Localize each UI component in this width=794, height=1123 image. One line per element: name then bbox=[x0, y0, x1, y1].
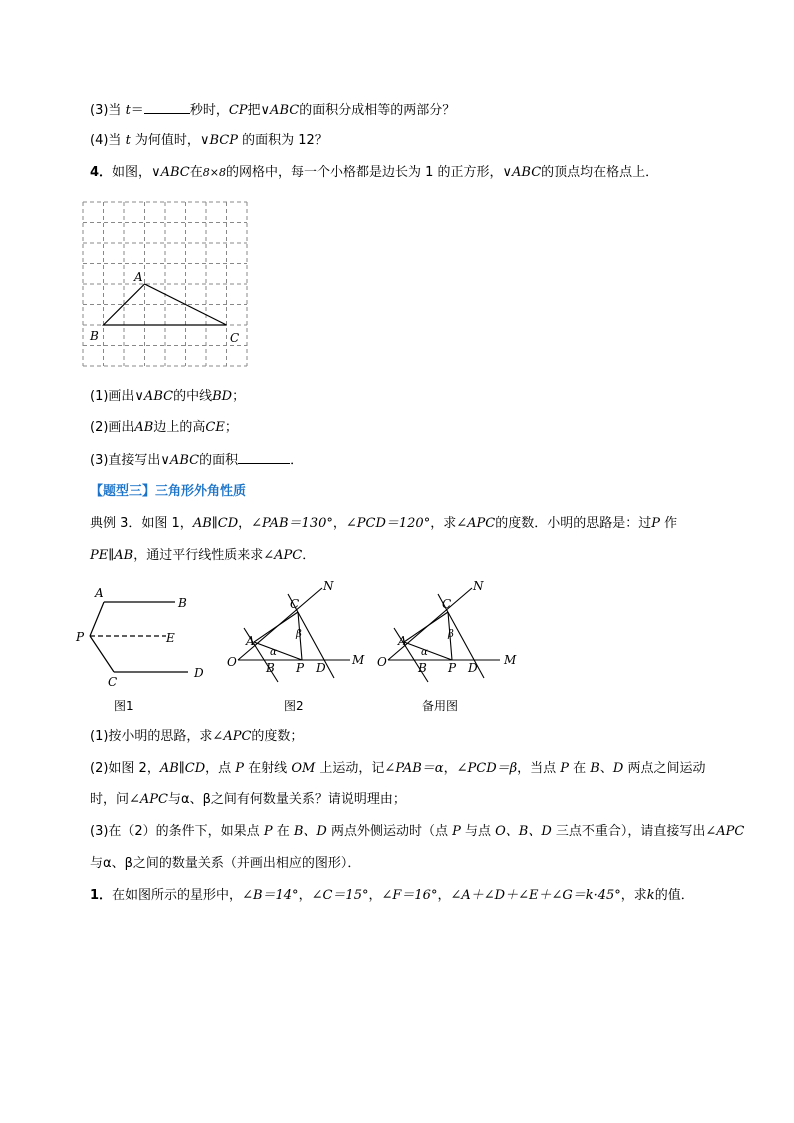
fig1-label-c: C bbox=[108, 675, 118, 689]
triangle-abc: ∨ABC bbox=[260, 103, 300, 118]
question-4-stem bbox=[90, 163, 658, 183]
fig2-label-d: D bbox=[316, 661, 326, 675]
grid-figure bbox=[78, 196, 258, 376]
text: 上运动，记 bbox=[315, 761, 385, 776]
angle-pab: ∠PAB＝130° bbox=[251, 516, 333, 531]
question-3-sub3 bbox=[90, 100, 455, 121]
text: 三点不重合），请直接写出 bbox=[551, 824, 706, 839]
fig2-label-n: N bbox=[323, 579, 334, 593]
text: (2)画出 bbox=[90, 420, 135, 435]
text: (1)按小明的思路，求 bbox=[90, 729, 213, 744]
angle-b: ∠B＝14° bbox=[242, 888, 299, 903]
label-a: A bbox=[134, 270, 143, 284]
segment-ab: AB bbox=[134, 420, 154, 435]
text: 在射线 bbox=[244, 761, 292, 776]
answer-blank bbox=[144, 100, 190, 114]
fig2-label-beta: β bbox=[296, 629, 302, 640]
fig2-label-m: M bbox=[352, 653, 365, 667]
angle-sum: ∠A＋∠D＋∠E＋∠G＝k·45° bbox=[450, 888, 621, 903]
example-3-sub2-line1 bbox=[90, 759, 705, 779]
text: 、 bbox=[599, 761, 613, 776]
text: 与点 bbox=[460, 824, 496, 839]
text: 与α、β之间有何数量关系？请说明理由； bbox=[168, 792, 406, 807]
fig3-label-c: C bbox=[442, 597, 452, 611]
fig3-label-a: A bbox=[398, 634, 407, 648]
text: 边上的高 bbox=[153, 420, 206, 435]
label-c: C bbox=[230, 331, 240, 345]
fig3-label-b: B bbox=[418, 661, 427, 675]
fig3-label-alpha: α bbox=[421, 647, 428, 658]
text: 时，问 bbox=[90, 792, 130, 807]
point-d: D bbox=[612, 761, 624, 776]
point-p: P bbox=[651, 516, 660, 531]
fig2-label-p: P bbox=[296, 661, 305, 675]
question-4-sub1 bbox=[90, 387, 245, 407]
fig3-caption: 备用图 bbox=[422, 699, 459, 713]
figure-1 bbox=[70, 580, 220, 720]
triangle-abc: ∨ABC bbox=[160, 453, 200, 468]
text: ； bbox=[232, 389, 246, 404]
fig3-label-d: D bbox=[468, 661, 478, 675]
sub4-prefix: (4)当 bbox=[90, 133, 126, 148]
fig3-label-m: M bbox=[504, 653, 517, 667]
segment-ce: CE bbox=[205, 420, 225, 435]
text: ， bbox=[332, 516, 346, 531]
text: 如图， bbox=[112, 165, 152, 180]
label-b: B bbox=[90, 329, 99, 343]
fig1-label-b: B bbox=[178, 596, 187, 610]
angle-c: ∠C＝15° bbox=[311, 888, 369, 903]
text-ba: 把 bbox=[247, 103, 261, 118]
figure-2 bbox=[222, 578, 372, 720]
points-bd: B、D bbox=[293, 824, 327, 839]
grid-size: 8×8 bbox=[202, 166, 226, 179]
angle-pab: ∠PAB＝α bbox=[384, 761, 444, 776]
text: ， bbox=[437, 888, 451, 903]
fig2-label-c: C bbox=[290, 597, 300, 611]
segment-bd: BD bbox=[212, 389, 233, 404]
point-p: P bbox=[263, 824, 273, 839]
figure-spare bbox=[372, 578, 532, 720]
question-number: 1． bbox=[90, 888, 113, 903]
example-3-line1 bbox=[90, 514, 677, 534]
point-b: B bbox=[590, 761, 600, 776]
angle-apc: ∠APC bbox=[705, 824, 745, 839]
fig2-caption: 图2 bbox=[284, 699, 304, 713]
text: 的中线 bbox=[173, 389, 213, 404]
fig1-label-e: E bbox=[166, 631, 175, 645]
text: ． bbox=[302, 548, 316, 563]
text: 两点外侧运动时（点 bbox=[326, 824, 453, 839]
question-3-sub4 bbox=[90, 131, 328, 151]
text: 在 bbox=[569, 761, 591, 776]
question-number: 4． bbox=[90, 165, 113, 180]
sub3-prefix: (3)当 bbox=[90, 103, 126, 118]
text: (3)直接写出 bbox=[90, 453, 161, 468]
text: 的网格中，每一个小格都是边长为 1 的正方形， bbox=[225, 165, 503, 180]
fig3-label-beta: β bbox=[448, 629, 454, 640]
fig2-label-b: B bbox=[266, 661, 275, 675]
var-t: t bbox=[125, 103, 131, 118]
text: (3)在（2）的条件下，如果点 bbox=[90, 824, 264, 839]
text: 的度数； bbox=[251, 729, 304, 744]
question-4-sub3 bbox=[90, 450, 303, 471]
angle-apc: ∠APC bbox=[456, 516, 496, 531]
angle-apc: ∠APC bbox=[129, 792, 168, 807]
var-t: t bbox=[125, 133, 131, 148]
text: 的值． bbox=[654, 888, 694, 903]
triangle-abc: ∨ABC bbox=[151, 165, 190, 180]
parallel-ab-cd: AB∥CD bbox=[159, 761, 206, 776]
angle-pcd: ∠PCD＝β bbox=[456, 761, 518, 776]
fig1-label-a: A bbox=[95, 586, 104, 600]
fig2-label-o: O bbox=[227, 655, 237, 669]
point-p: P bbox=[235, 761, 245, 776]
text: ，求 bbox=[430, 516, 457, 531]
example-3-sub3-line1 bbox=[90, 822, 744, 842]
text-end: 的面积为 12？ bbox=[237, 133, 328, 148]
text: 典例 3．如图 1， bbox=[90, 516, 193, 531]
point-p: P bbox=[452, 824, 461, 839]
fig2-label-a: A bbox=[246, 634, 255, 648]
text: (1)画出 bbox=[90, 389, 135, 404]
text: 的度数．小明的思路是：过 bbox=[495, 516, 652, 531]
text: ， bbox=[443, 761, 457, 776]
fig1-caption: 图1 bbox=[114, 699, 134, 713]
text: 的顶点均在格点上． bbox=[541, 165, 659, 180]
text: ，点 bbox=[205, 761, 236, 776]
text: ； bbox=[224, 420, 238, 435]
example-3-sub1 bbox=[90, 727, 303, 747]
point-p: P bbox=[560, 761, 570, 776]
angle-f: ∠F＝16° bbox=[381, 888, 438, 903]
text-end: 的面积分成相等的两部分？ bbox=[299, 103, 456, 118]
example-3-line2 bbox=[90, 546, 315, 566]
section-title: 【题型三】三角形外角性质 bbox=[90, 484, 247, 499]
text: ， bbox=[368, 888, 382, 903]
text: ． bbox=[290, 453, 304, 468]
text: 的面积 bbox=[199, 453, 239, 468]
fig1-label-d: D bbox=[194, 666, 204, 680]
text: (2)如图 2， bbox=[90, 761, 160, 776]
equals: ＝ bbox=[130, 103, 144, 118]
text-seconds: 秒时， bbox=[189, 103, 229, 118]
example-3-sub2-line2 bbox=[90, 790, 406, 810]
text: 在 bbox=[272, 824, 294, 839]
text: 在如图所示的星形中， bbox=[112, 888, 243, 903]
text: ，求 bbox=[620, 888, 647, 903]
example-3-sub3-line2: 与α、β之间的数量关系（并画出相应的图形）． bbox=[90, 856, 361, 871]
fig3-label-o: O bbox=[377, 655, 387, 669]
fig2-label-alpha: α bbox=[270, 647, 277, 658]
fig1-label-p: P bbox=[76, 630, 85, 644]
points-obd: O、B、D bbox=[495, 824, 552, 839]
text: 在 bbox=[189, 165, 203, 180]
triangle-bcp: ∨BCP bbox=[199, 133, 238, 148]
text: 作 bbox=[659, 516, 678, 531]
fig3-label-p: P bbox=[448, 661, 457, 675]
text: ，当点 bbox=[517, 761, 561, 776]
triangle-abc: ∨ABC bbox=[502, 165, 542, 180]
text: ， bbox=[238, 516, 252, 531]
text: 两点之间运动 bbox=[623, 761, 706, 776]
question-4-sub2 bbox=[90, 418, 238, 438]
text-mid: 为何值时， bbox=[130, 133, 200, 148]
ray-om: OM bbox=[291, 761, 316, 776]
question-1 bbox=[90, 886, 694, 906]
text: ， bbox=[298, 888, 312, 903]
angle-apc: ∠APC bbox=[263, 548, 303, 563]
segment-cp: CP bbox=[228, 103, 248, 118]
text: ，通过平行线性质来求 bbox=[133, 548, 264, 563]
fig3-label-n: N bbox=[473, 579, 484, 593]
parallel-pe-ab: PE∥AB bbox=[90, 548, 134, 563]
parallel-ab-cd: AB∥CD bbox=[192, 516, 239, 531]
angle-apc: ∠APC bbox=[212, 729, 252, 744]
var-k: k bbox=[646, 888, 655, 903]
triangle-abc: ∨ABC bbox=[134, 389, 174, 404]
answer-blank bbox=[238, 450, 290, 464]
angle-pcd: ∠PCD＝120° bbox=[345, 516, 431, 531]
